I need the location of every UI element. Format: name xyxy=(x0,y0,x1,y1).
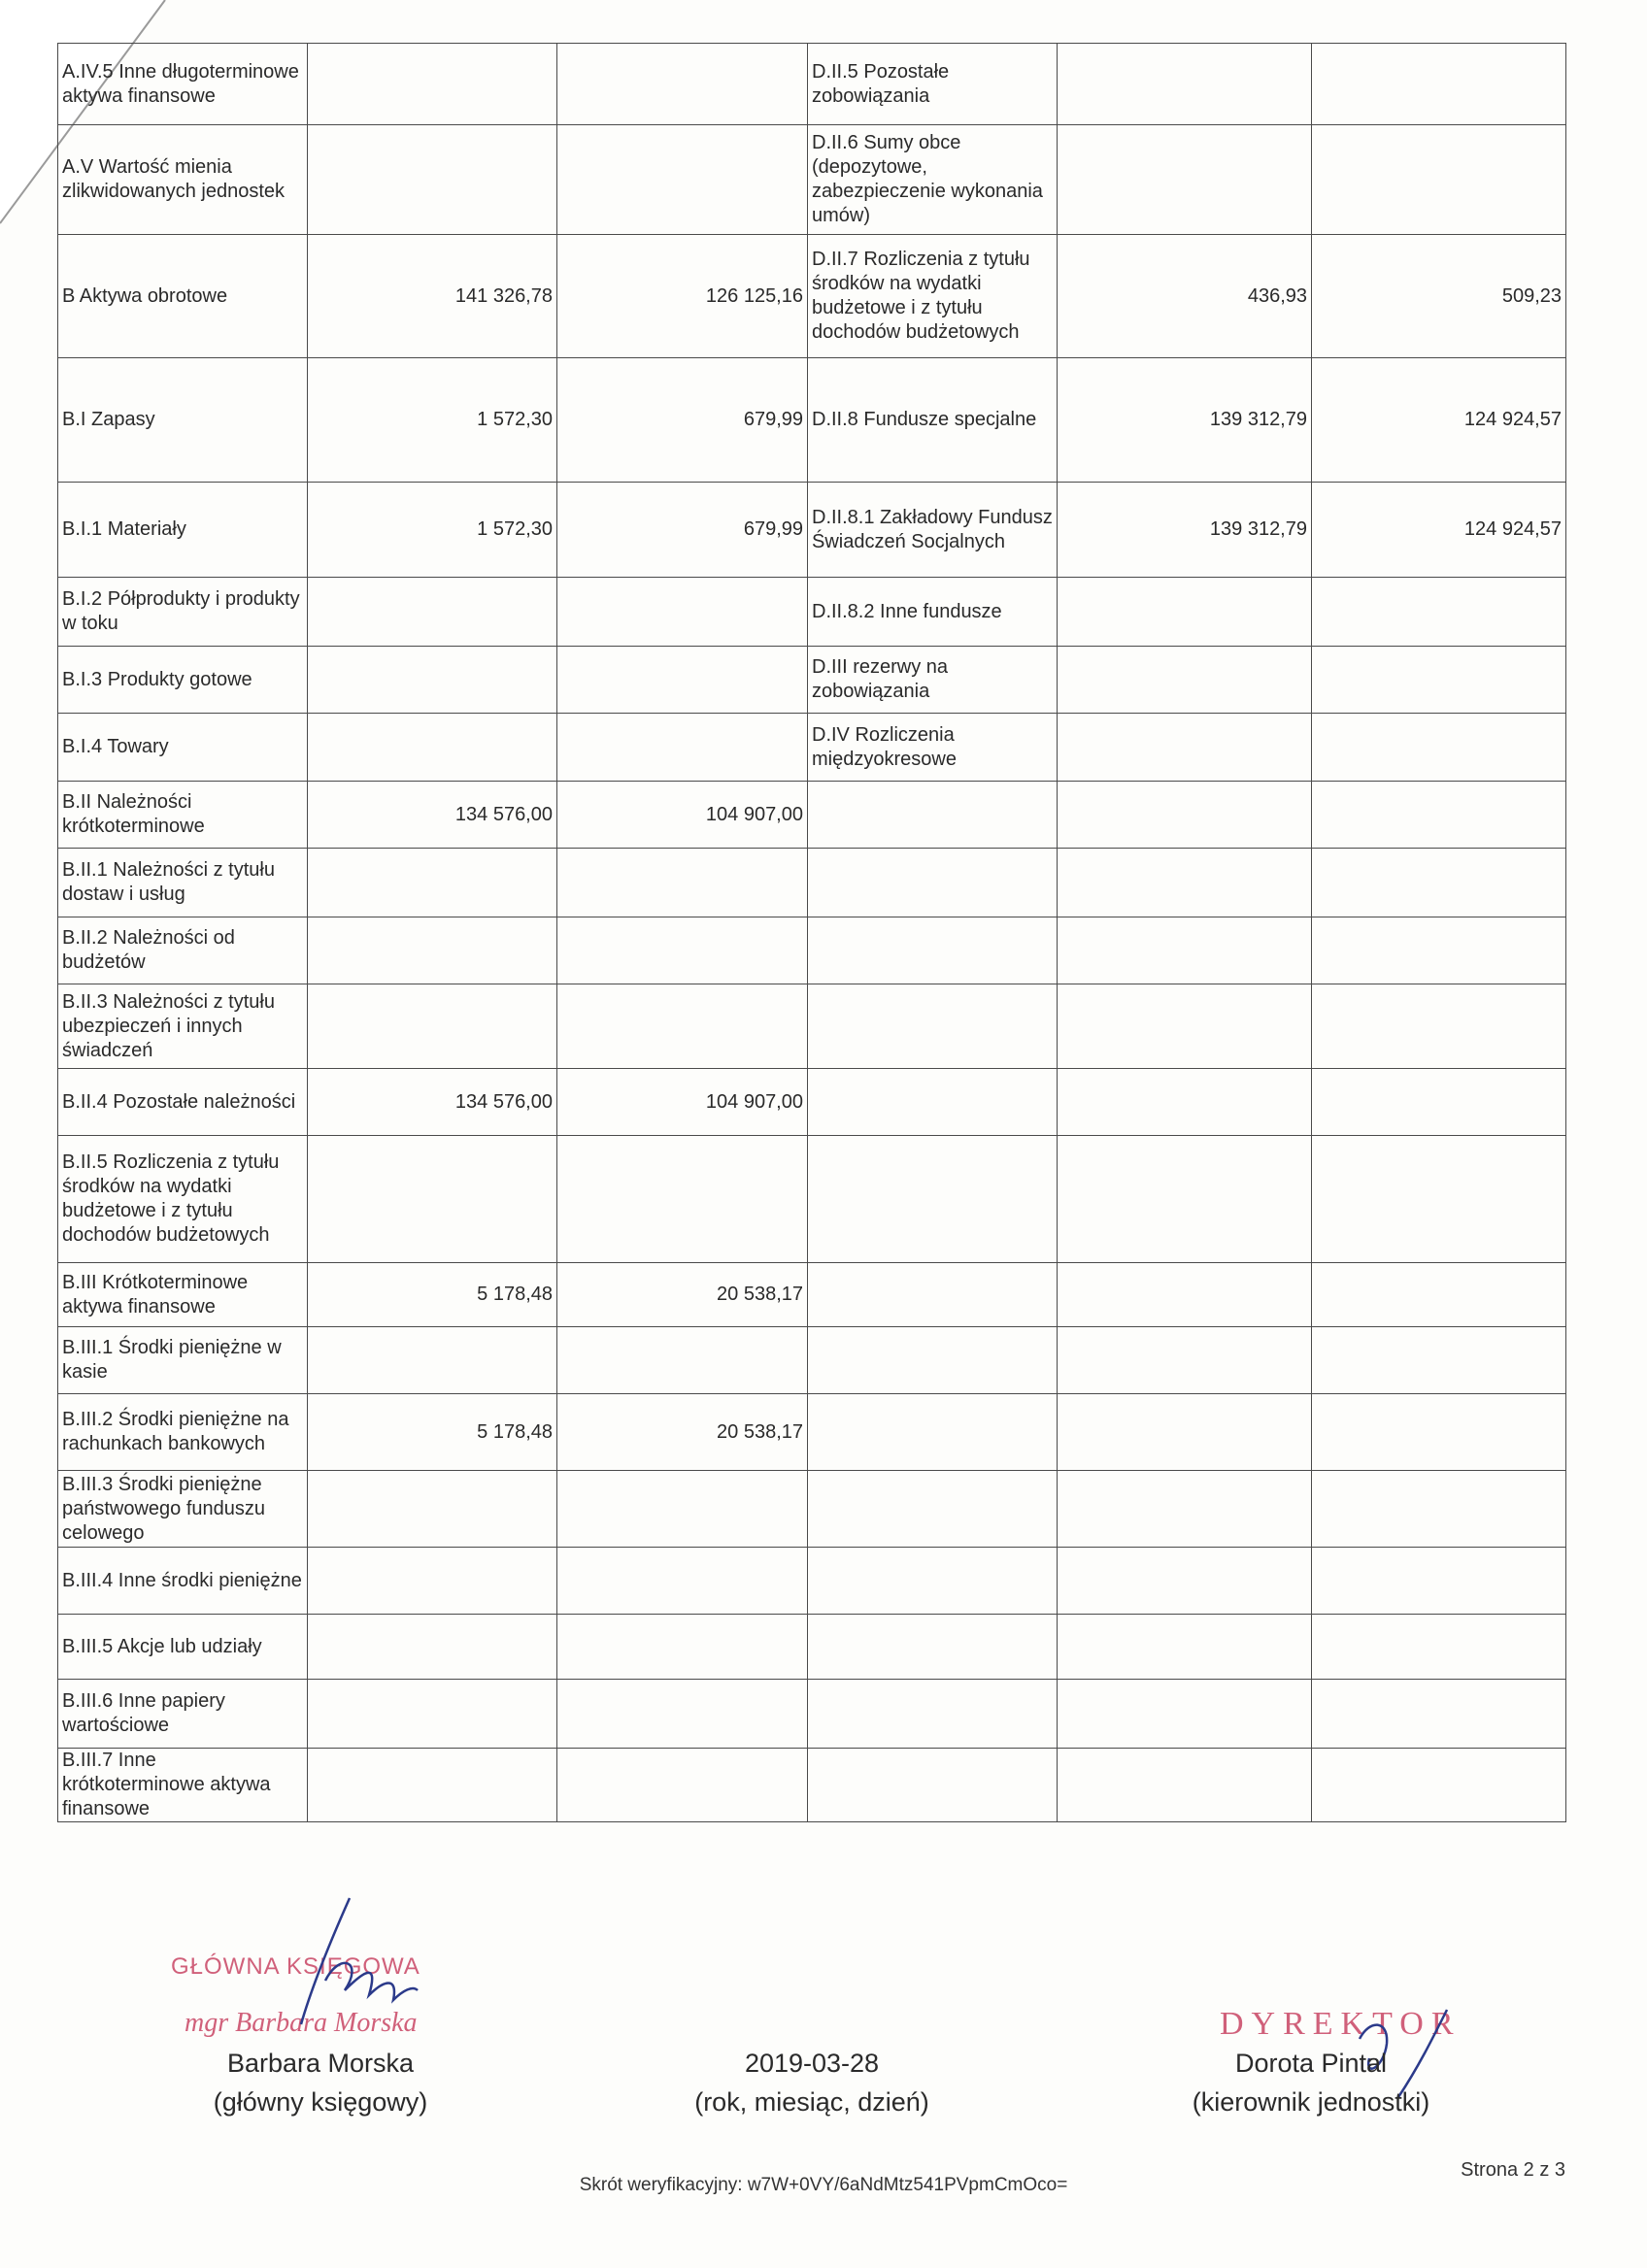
asset-value-prev-cell: 134 576,00 xyxy=(308,782,557,849)
table-row xyxy=(58,44,1566,125)
asset-label-cell: B.II.3 Należności z tytułu ubezpieczeń i innych świadczeń xyxy=(58,984,308,1069)
liability-value-curr-cell xyxy=(1312,1615,1566,1680)
asset-value-curr-cell xyxy=(557,1548,808,1615)
asset-value-prev-cell xyxy=(308,714,557,782)
liability-label-cell xyxy=(808,1615,1058,1680)
liability-label-cell: D.II.8 Fundusze specjalne xyxy=(808,358,1058,483)
asset-label-cell: A.V Wartość mienia zlikwidowanych jednostek xyxy=(58,125,308,235)
asset-value-prev-cell: 134 576,00 xyxy=(308,1069,557,1136)
liability-label-cell xyxy=(808,849,1058,917)
liability-value-curr-cell xyxy=(1312,1548,1566,1615)
liability-value-curr-cell xyxy=(1312,578,1566,647)
liability-label-cell xyxy=(808,782,1058,849)
asset-label-cell: B.II.5 Rozliczenia z tytułu środków na wydatki budżetowe i z tytułu dochodów budżetowych xyxy=(58,1136,308,1263)
report-date-caption: (rok, miesiąc, dzień) xyxy=(694,2087,929,2117)
liability-value-curr-cell xyxy=(1312,1680,1566,1749)
liability-label-cell xyxy=(808,1548,1058,1615)
asset-label-cell: B.III.6 Inne papiery wartościowe xyxy=(58,1680,308,1749)
director-name: Dorota Pintal xyxy=(1234,2049,1388,2078)
table-row xyxy=(58,782,1566,849)
liability-value-curr-cell xyxy=(1312,44,1566,125)
liability-label-cell xyxy=(808,1471,1058,1548)
asset-label-cell: B.I Zapasy xyxy=(58,358,308,483)
asset-label-cell: B.III.4 Inne środki pieniężne xyxy=(58,1548,308,1615)
asset-value-curr-cell xyxy=(557,1615,808,1680)
table-row xyxy=(58,483,1566,578)
asset-value-prev-cell xyxy=(308,1680,557,1749)
table-row xyxy=(58,125,1566,235)
liability-label-cell xyxy=(808,917,1058,984)
asset-value-prev-cell xyxy=(308,1136,557,1263)
asset-value-prev-cell xyxy=(308,125,557,235)
asset-value-prev-cell: 141 326,78 xyxy=(308,235,557,358)
table-row xyxy=(58,1069,1566,1136)
table-row xyxy=(58,235,1566,358)
accountant-stamp-title: GŁÓWNA KSIĘGOWA xyxy=(171,1953,420,1980)
accountant-signature-scribble xyxy=(272,1893,427,2029)
asset-label-cell: A.IV.5 Inne długoterminowe aktywa finansowe xyxy=(58,44,308,125)
asset-label-cell: B.I.1 Materiały xyxy=(58,483,308,578)
table-row xyxy=(58,1394,1566,1471)
liability-value-prev-cell xyxy=(1058,849,1312,917)
liability-value-prev-cell: 139 312,79 xyxy=(1058,483,1312,578)
asset-label-cell: B.II.1 Należności z tytułu dostaw i usług xyxy=(58,849,308,917)
liability-value-prev-cell xyxy=(1058,1615,1312,1680)
liability-value-prev-cell xyxy=(1058,1548,1312,1615)
liability-value-curr-cell xyxy=(1312,782,1566,849)
liability-value-prev-cell xyxy=(1058,1471,1312,1548)
liability-value-prev-cell xyxy=(1058,1680,1312,1749)
asset-label-cell: B.II.4 Pozostałe należności xyxy=(58,1069,308,1136)
asset-value-curr-cell: 20 538,17 xyxy=(557,1394,808,1471)
liability-label-cell: D.II.8.2 Inne fundusze xyxy=(808,578,1058,647)
liability-value-curr-cell xyxy=(1312,125,1566,235)
table-row xyxy=(58,1548,1566,1615)
liability-value-curr-cell xyxy=(1312,714,1566,782)
table-row xyxy=(58,984,1566,1069)
asset-label-cell: B.III.3 Środki pieniężne państwowego funduszu celowego xyxy=(58,1471,308,1548)
accountant-stamp-name: mgr Barbara Morska xyxy=(185,2008,418,2038)
report-date: 2019-03-28 xyxy=(744,2049,880,2078)
asset-label-cell: B.III.1 Środki pieniężne w kasie xyxy=(58,1327,308,1394)
asset-value-prev-cell xyxy=(308,44,557,125)
asset-value-prev-cell xyxy=(308,1471,557,1548)
asset-value-curr-cell: 104 907,00 xyxy=(557,782,808,849)
asset-value-prev-cell: 1 572,30 xyxy=(308,358,557,483)
table-row xyxy=(58,917,1566,984)
liability-value-prev-cell xyxy=(1058,984,1312,1069)
asset-label-cell: B.III.5 Akcje lub udziały xyxy=(58,1615,308,1680)
liability-value-curr-cell: 124 924,57 xyxy=(1312,483,1566,578)
asset-label-cell: B Aktywa obrotowe xyxy=(58,235,308,358)
asset-label-cell: B.II.2 Należności od budżetów xyxy=(58,917,308,984)
asset-value-curr-cell xyxy=(557,714,808,782)
asset-value-prev-cell xyxy=(308,1327,557,1394)
asset-value-curr-cell xyxy=(557,917,808,984)
asset-value-curr-cell: 104 907,00 xyxy=(557,1069,808,1136)
table-row xyxy=(58,358,1566,483)
asset-value-prev-cell xyxy=(308,578,557,647)
liability-value-curr-cell xyxy=(1312,1471,1566,1548)
liability-label-cell xyxy=(808,1680,1058,1749)
asset-label-cell: B.III.2 Środki pieniężne na rachunkach bankowych xyxy=(58,1394,308,1471)
page-number: Strona 2 z 3 xyxy=(1461,2159,1565,2181)
asset-value-curr-cell xyxy=(557,1749,808,1822)
director-stamp-title: DYREKTOR xyxy=(1220,2006,1462,2042)
liability-label-cell xyxy=(808,984,1058,1069)
liability-value-prev-cell xyxy=(1058,917,1312,984)
table-row xyxy=(58,1136,1566,1263)
liability-value-prev-cell: 436,93 xyxy=(1058,235,1312,358)
accountant-name: Barbara Morska xyxy=(226,2049,415,2078)
table-row xyxy=(58,578,1566,647)
asset-value-prev-cell: 5 178,48 xyxy=(308,1263,557,1327)
liability-value-prev-cell xyxy=(1058,1749,1312,1822)
asset-value-prev-cell: 5 178,48 xyxy=(308,1394,557,1471)
asset-value-prev-cell xyxy=(308,917,557,984)
asset-value-curr-cell xyxy=(557,647,808,714)
asset-value-curr-cell xyxy=(557,1680,808,1749)
liability-value-curr-cell xyxy=(1312,1263,1566,1327)
liability-value-curr-cell xyxy=(1312,1136,1566,1263)
liability-value-prev-cell xyxy=(1058,1069,1312,1136)
liability-label-cell: D.IV Rozliczenia międzyokresowe xyxy=(808,714,1058,782)
liability-value-prev-cell xyxy=(1058,1394,1312,1471)
asset-label-cell: B.II Należności krótkoterminowe xyxy=(58,782,308,849)
asset-value-curr-cell: 126 125,16 xyxy=(557,235,808,358)
accountant-role: (główny księgowy) xyxy=(213,2087,428,2117)
liability-label-cell: D.II.7 Rozliczenia z tytułu środków na wydatki budżetowe i z tytułu dochodów budżetowych xyxy=(808,235,1058,358)
liability-label-cell xyxy=(808,1327,1058,1394)
table-row xyxy=(58,1327,1566,1394)
liability-value-prev-cell xyxy=(1058,1327,1312,1394)
table-row xyxy=(58,1263,1566,1327)
liability-label-cell: D.II.5 Pozostałe zobowiązania xyxy=(808,44,1058,125)
liability-label-cell: D.II.8.1 Zakładowy Fundusz Świadczeń Socjalnych xyxy=(808,483,1058,578)
liability-value-curr-cell xyxy=(1312,647,1566,714)
asset-value-prev-cell: 1 572,30 xyxy=(308,483,557,578)
asset-value-prev-cell xyxy=(308,849,557,917)
table-row xyxy=(58,1680,1566,1749)
liability-label-cell xyxy=(808,1136,1058,1263)
liability-value-prev-cell xyxy=(1058,647,1312,714)
liability-value-curr-cell xyxy=(1312,849,1566,917)
asset-value-prev-cell xyxy=(308,647,557,714)
liability-value-curr-cell xyxy=(1312,1327,1566,1394)
table-row xyxy=(58,714,1566,782)
liability-value-curr-cell: 124 924,57 xyxy=(1312,358,1566,483)
liability-label-cell xyxy=(808,1069,1058,1136)
table-row xyxy=(58,647,1566,714)
table-row xyxy=(58,849,1566,917)
liability-value-prev-cell xyxy=(1058,714,1312,782)
liability-value-prev-cell xyxy=(1058,125,1312,235)
asset-value-curr-cell xyxy=(557,984,808,1069)
liability-value-prev-cell xyxy=(1058,1263,1312,1327)
asset-value-curr-cell: 679,99 xyxy=(557,483,808,578)
liability-label-cell xyxy=(808,1394,1058,1471)
asset-value-curr-cell xyxy=(557,849,808,917)
liability-value-prev-cell xyxy=(1058,44,1312,125)
table-row xyxy=(58,1615,1566,1680)
liability-value-prev-cell xyxy=(1058,578,1312,647)
asset-value-prev-cell xyxy=(308,1615,557,1680)
asset-value-curr-cell xyxy=(557,578,808,647)
liability-value-curr-cell: 509,23 xyxy=(1312,235,1566,358)
asset-value-curr-cell: 20 538,17 xyxy=(557,1263,808,1327)
asset-label-cell: B.I.3 Produkty gotowe xyxy=(58,647,308,714)
asset-label-cell: B.I.4 Towary xyxy=(58,714,308,782)
liability-label-cell xyxy=(808,1263,1058,1327)
asset-value-prev-cell xyxy=(308,1548,557,1615)
liability-value-curr-cell xyxy=(1312,1749,1566,1822)
asset-value-prev-cell xyxy=(308,984,557,1069)
asset-value-curr-cell xyxy=(557,1136,808,1263)
asset-value-curr-cell: 679,99 xyxy=(557,358,808,483)
liability-value-curr-cell xyxy=(1312,984,1566,1069)
asset-label-cell: B.I.2 Półprodukty i produkty w toku xyxy=(58,578,308,647)
liability-value-curr-cell xyxy=(1312,917,1566,984)
liability-value-curr-cell xyxy=(1312,1069,1566,1136)
liability-label-cell: D.III rezerwy na zobowiązania xyxy=(808,647,1058,714)
table-row xyxy=(58,1749,1566,1822)
director-role: (kierownik jednostki) xyxy=(1192,2087,1430,2117)
liability-value-prev-cell xyxy=(1058,1136,1312,1263)
asset-value-prev-cell xyxy=(308,1749,557,1822)
asset-value-curr-cell xyxy=(557,1471,808,1548)
liability-value-prev-cell: 139 312,79 xyxy=(1058,358,1312,483)
verification-code: Skrót weryfikacyjny: w7W+0VY/6aNdMtz541PVpmCmOco= xyxy=(579,2175,1068,2195)
asset-label-cell: B.III.7 Inne krótkoterminowe aktywa finansowe xyxy=(58,1749,308,1822)
asset-value-curr-cell xyxy=(557,1327,808,1394)
liability-label-cell: D.II.6 Sumy obce (depozytowe, zabezpieczenie wykonania umów) xyxy=(808,125,1058,235)
liability-label-cell xyxy=(808,1749,1058,1822)
asset-value-curr-cell xyxy=(557,44,808,125)
table-row xyxy=(58,1471,1566,1548)
balance-sheet-table xyxy=(57,43,1566,1822)
asset-value-curr-cell xyxy=(557,125,808,235)
liability-value-prev-cell xyxy=(1058,782,1312,849)
liability-value-curr-cell xyxy=(1312,1394,1566,1471)
asset-label-cell: B.III Krótkoterminowe aktywa finansowe xyxy=(58,1263,308,1327)
